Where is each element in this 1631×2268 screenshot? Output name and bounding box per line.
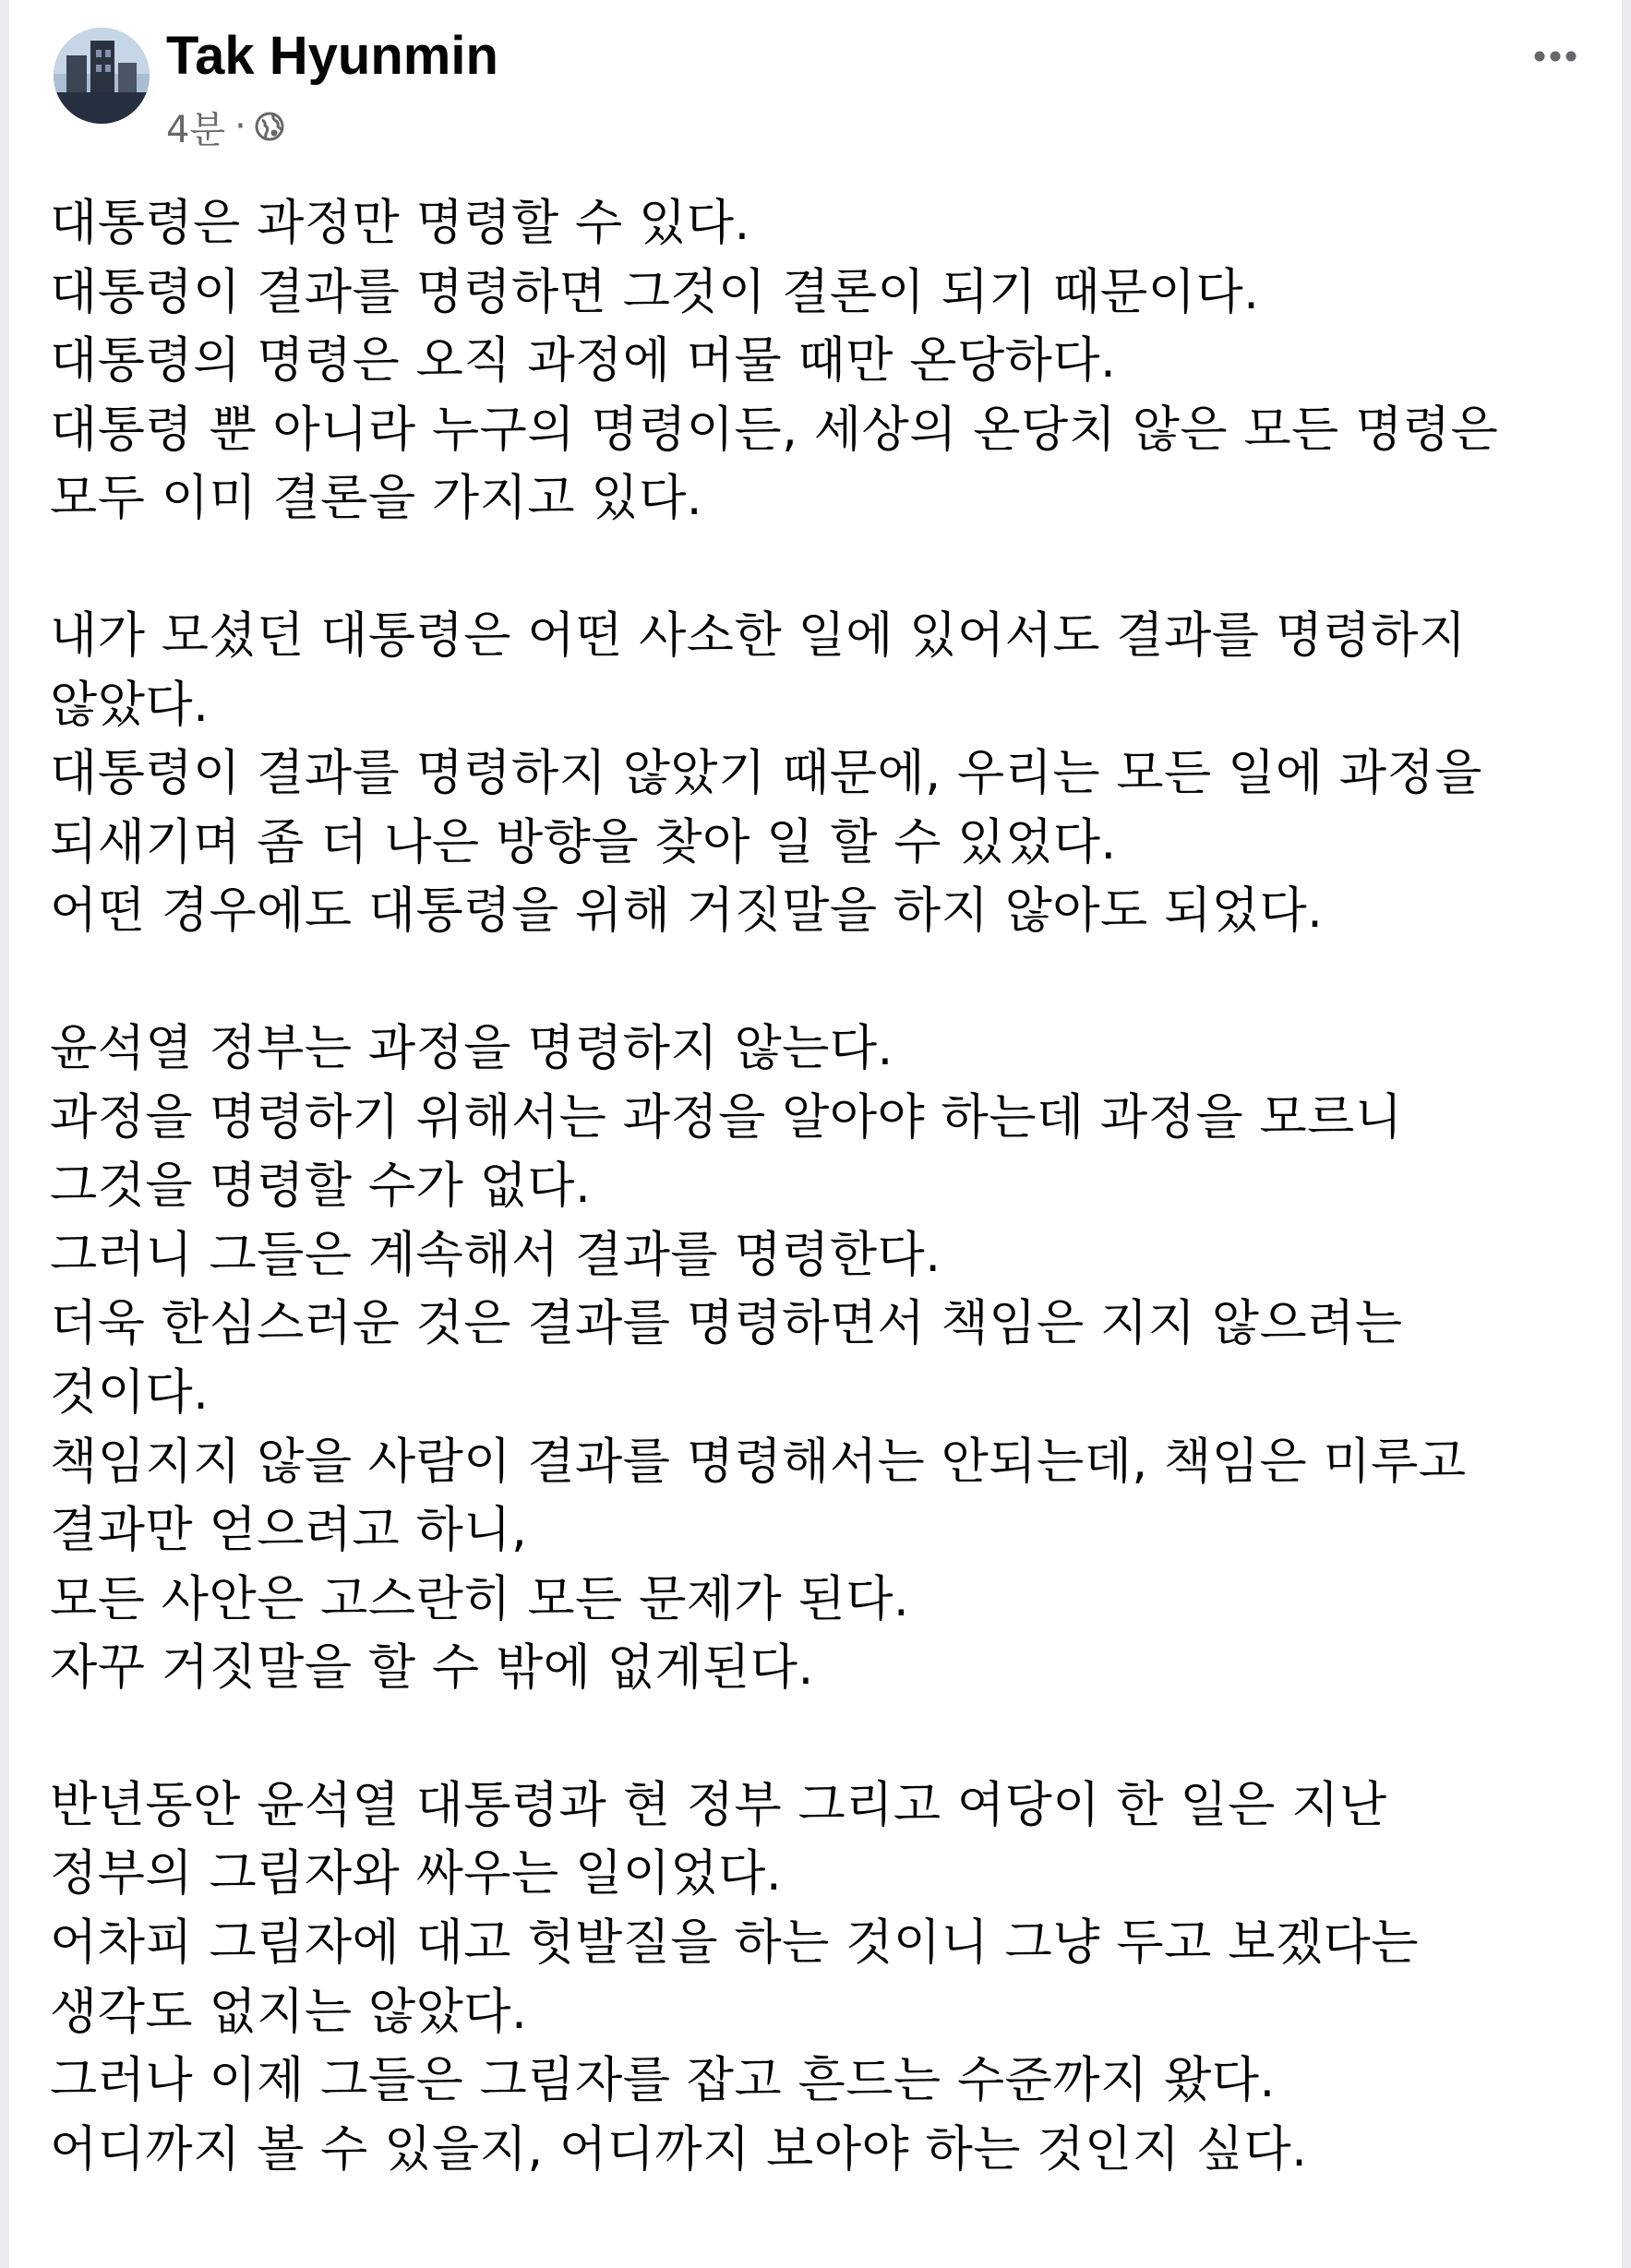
globe-icon[interactable]: [254, 111, 285, 142]
post-text-line: 생각도 없지는 않았다.: [50, 1983, 528, 2040]
post-body-text: [50, 189, 1610, 2252]
post-text-line: 그것을 명령할 수가 없다.: [50, 1158, 592, 1215]
author-avatar[interactable]: [54, 28, 150, 124]
post-text-line: 내가 모셨던 대통령은 어떤 사소한 일에 있어서도 결과를 명령하지: [50, 606, 1467, 664]
post-text-line: 모두 이미 결론을 가지고 있다.: [50, 470, 703, 527]
post-text-line: 않았다.: [50, 676, 210, 733]
post-text-line: 것이다.: [50, 1363, 210, 1421]
post-text-line: 결과만 얻으려고 하니,: [50, 1502, 528, 1559]
avatar-image: [54, 28, 150, 124]
post-text-line: 되새기며 좀 더 나은 방향을 찾아 일 할 수 있었다.: [50, 813, 1117, 870]
post-text-line: 윤석열 정부는 과정을 명령하지 않는다.: [50, 1019, 893, 1076]
post-paragraph: [50, 1014, 1610, 1703]
post-paragraph: [50, 189, 1610, 534]
post-text-line: 대통령은 과정만 명령할 수 있다.: [50, 195, 750, 251]
post-paragraph: [50, 602, 1610, 946]
post-text-line: 그러나 이제 그들은 그림자를 잡고 흔드는 수준까지 왔다.: [50, 2052, 1276, 2109]
more-options-icon: [1533, 50, 1577, 63]
post-text-line: 모든 사안은 고스란히 모든 문제가 된다.: [50, 1570, 910, 1627]
post-text-line: 정부의 그림자와 싸우는 일이었다.: [50, 1845, 783, 1902]
post-text-line: 대통령의 명령은 오직 과정에 머물 때만 온당하다.: [50, 332, 1117, 390]
post-text-line: 어차피 그림자에 대고 헛발질을 하는 것이니 그냥 두고 보겠다는: [50, 1914, 1419, 1972]
globe-icon-graphic: [254, 111, 285, 142]
post-text-line: 더욱 한심스러운 것은 결과를 명령하면서 책임은 지지 않으려는: [50, 1295, 1403, 1352]
more-options-button[interactable]: [1518, 33, 1592, 79]
post-text-line: 대통령이 결과를 명령하지 않았기 때문에, 우리는 모든 일에 과정을: [50, 745, 1482, 802]
post-text-line: 대통령 뿐 아니라 누구의 명령이든, 세상의 온당치 않은 모든 명령은: [50, 401, 1499, 458]
post-text-line: 그러니 그들은 계속해서 결과를 명령한다.: [50, 1226, 941, 1283]
post-time[interactable]: 4분: [166, 108, 226, 151]
post-text-line: 어디까지 볼 수 있을지, 어디까지 보아야 하는 것인지 싶다.: [50, 2120, 1308, 2178]
post-text-line: 대통령이 결과를 명령하면 그것이 결론이 되기 때문이다.: [50, 263, 1260, 320]
post-text-line: 책임지지 않을 사람이 결과를 명령해서는 안되는데, 책임은 미루고: [50, 1433, 1467, 1490]
post-paragraph: [50, 1771, 1610, 2185]
post-header: [35, 20, 1596, 159]
post-text-line: 과정을 명령하기 위해서는 과정을 알아야 하는데 과정을 모르니: [50, 1088, 1403, 1146]
post-text-line: 어떤 경우에도 대통령을 위해 거짓말을 하지 않아도 되었다.: [50, 882, 1324, 940]
author-name[interactable]: Tak Hyunmin: [166, 26, 498, 86]
post-text-line: 자꾸 거짓말을 할 수 밖에 없게된다.: [50, 1639, 814, 1697]
meta-separator: ·: [234, 105, 246, 148]
post-text-line: 반년동안 윤석열 대통령과 현 정부 그리고 여당이 한 일은 지난: [50, 1776, 1387, 1833]
post-meta: [166, 103, 285, 150]
